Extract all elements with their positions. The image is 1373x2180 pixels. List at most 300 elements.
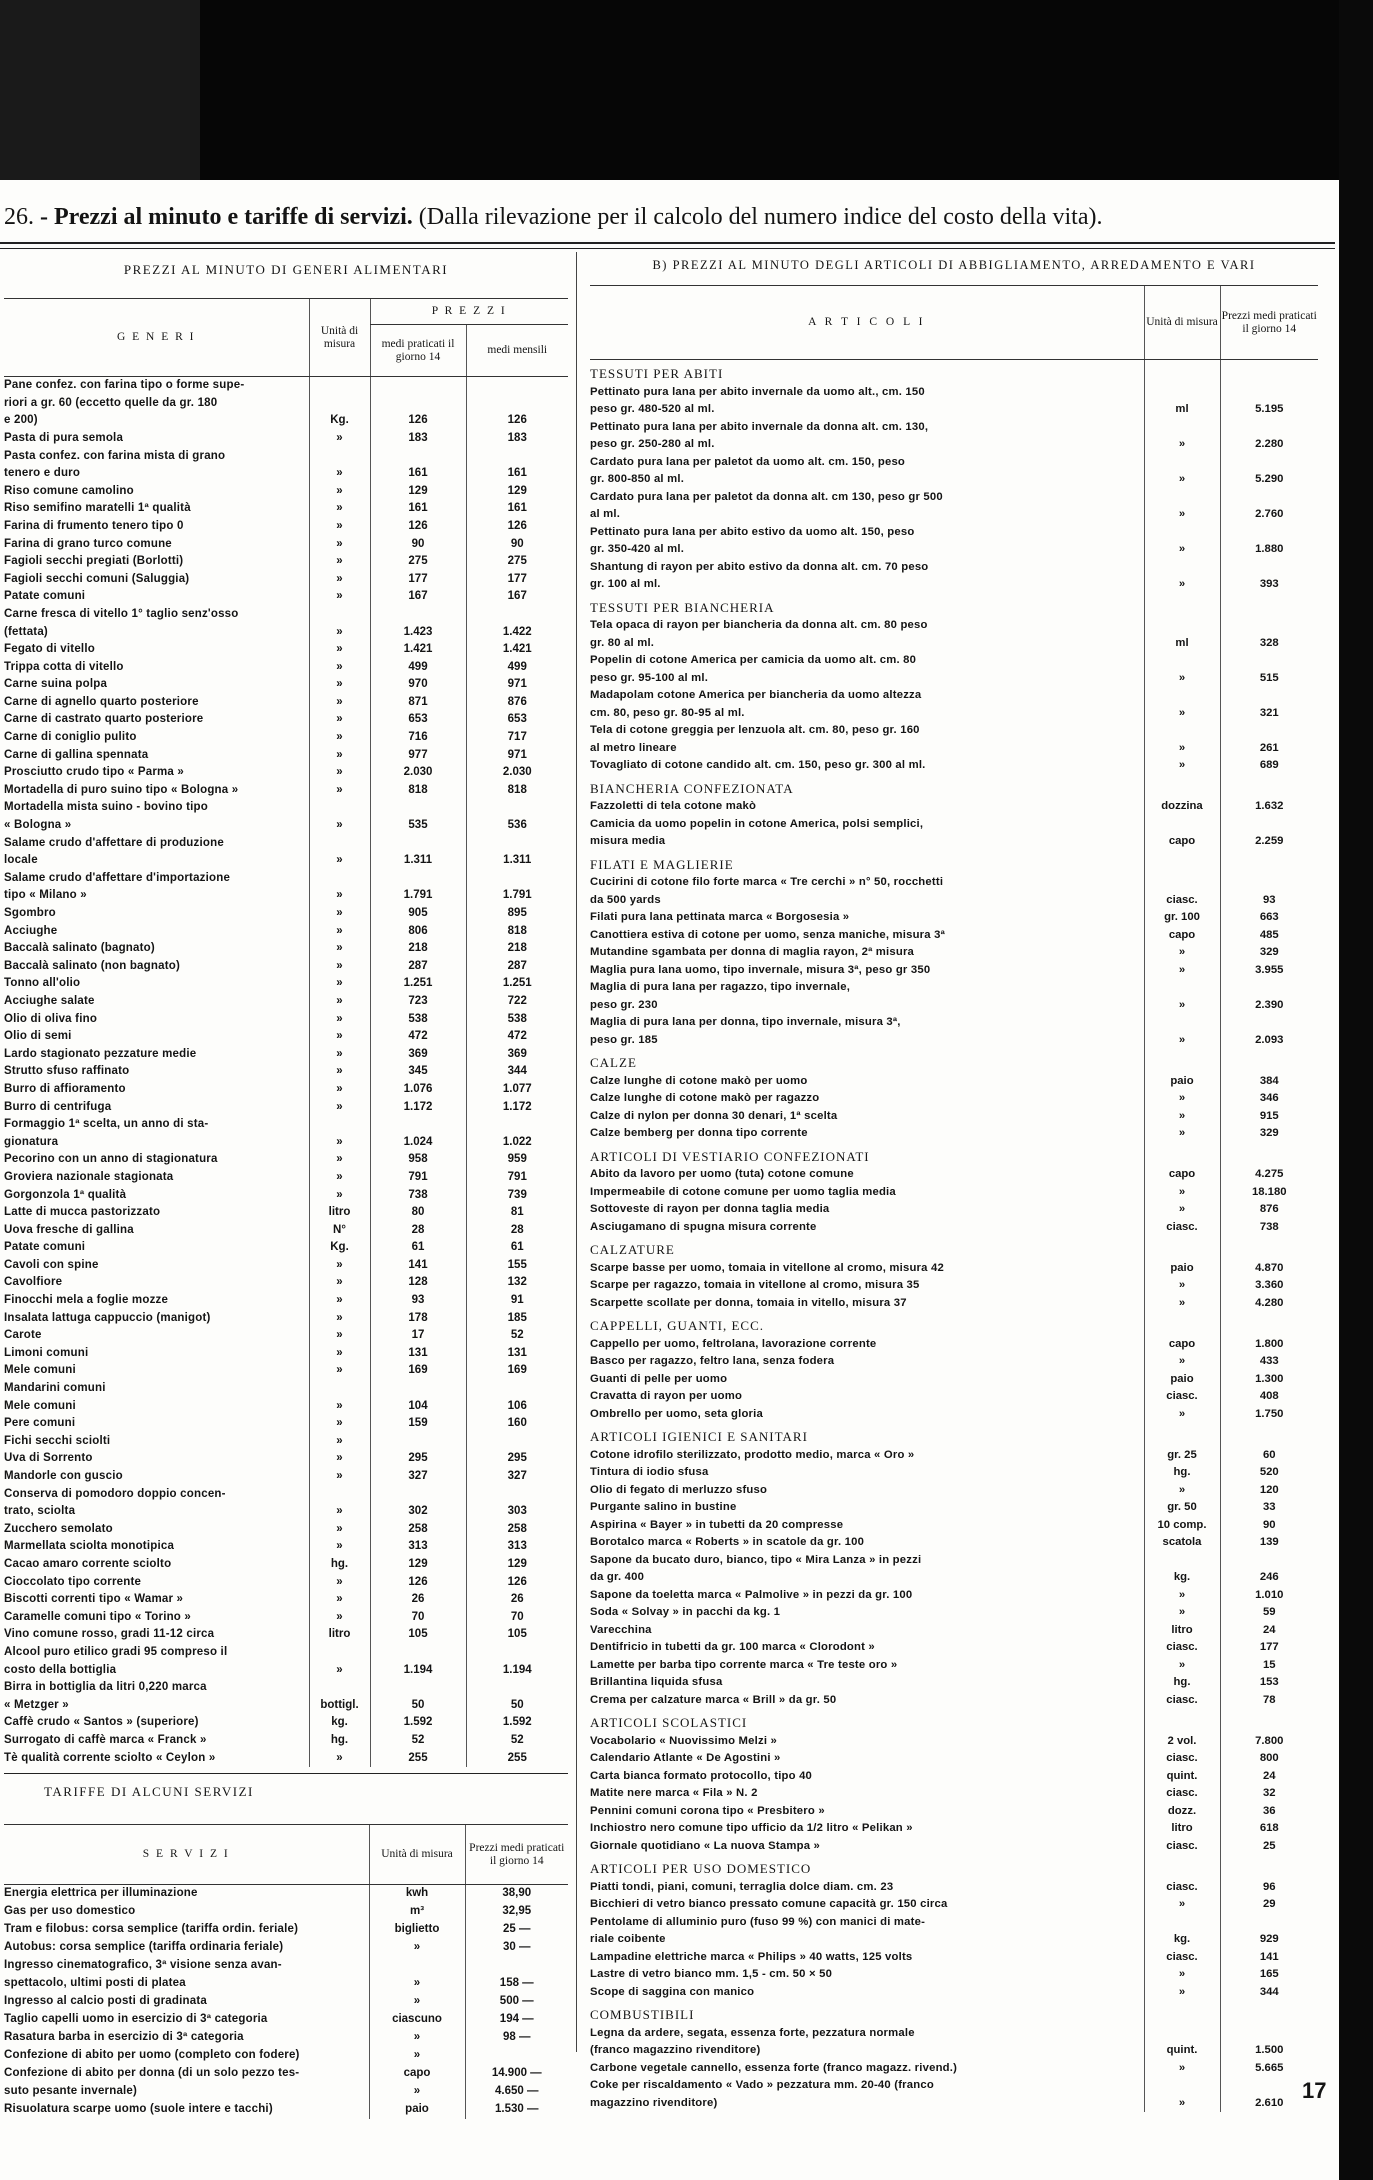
food-unit: hg. (309, 1732, 370, 1750)
food-unit: » (309, 430, 370, 448)
food-price-day: 178 (370, 1310, 466, 1328)
food-price-month: 61 (466, 1239, 568, 1257)
article-unit: gr. 25 (1144, 1447, 1220, 1465)
food-label: Prosciutto crudo tipo « Parma » (4, 766, 185, 779)
article-row (590, 1879, 1318, 1897)
food-row (4, 852, 568, 870)
column-divider (576, 252, 577, 2052)
article-label: Calze lunghe di cotone makò per ragazzo (590, 1092, 820, 1104)
food-unit: » (309, 1310, 370, 1328)
food-row (4, 659, 568, 677)
article-row (590, 722, 1318, 740)
category-heading: ARTICOLI SCOLASTICI (590, 1715, 748, 1730)
article-unit (1144, 524, 1220, 542)
food-row (4, 975, 568, 993)
article-row (590, 944, 1318, 962)
article-price: 15 (1220, 1657, 1318, 1675)
article-label: peso gr. 95-100 al ml. (590, 671, 709, 684)
category-price-empty (1220, 1709, 1318, 1733)
food-price-month: 129 (466, 1556, 568, 1574)
food-row (4, 1099, 568, 1117)
food-row (4, 1433, 568, 1451)
article-label: Lamette per barba tipo corrente marca « Tre teste oro » (590, 1658, 898, 1671)
food-price-month: 1.592 (466, 1714, 568, 1732)
article-label: Calze bemberg per donna tipo corrente (590, 1127, 808, 1139)
food-unit: » (309, 1046, 370, 1064)
article-unit: » (1144, 944, 1220, 962)
article-price: 408 (1220, 1388, 1318, 1406)
food-label: Caffè crudo « Santos » (superiore) (4, 1716, 199, 1729)
article-label: gr. 800-850 al ml. (590, 473, 685, 485)
food-row (4, 1028, 568, 1046)
service-price: 30 — (465, 1939, 568, 1957)
food-price-day: 295 (370, 1450, 466, 1468)
article-row (590, 1482, 1318, 1500)
food-price-month: 155 (466, 1257, 568, 1275)
article-row (590, 1499, 1318, 1517)
article-price: 32 (1220, 1785, 1318, 1803)
food-row (4, 377, 568, 395)
article-price: 165 (1220, 1966, 1318, 1984)
food-price-day: 105 (370, 1626, 466, 1644)
service-label: Confezione di abito per donna (di un solo pezzo tes- (4, 2067, 300, 2080)
food-prices-section (4, 252, 568, 2119)
food-row (4, 1538, 568, 1556)
food-label: Patate comuni (4, 590, 86, 603)
food-price-day: 716 (370, 729, 466, 747)
article-row (590, 1914, 1318, 1932)
article-row (590, 1295, 1318, 1313)
article-price (1220, 1552, 1318, 1570)
food-price-day: 141 (370, 1257, 466, 1275)
food-price-month (466, 606, 568, 624)
category-heading: CALZE (590, 1055, 637, 1070)
heading-number: 26. (4, 204, 34, 230)
food-row (4, 729, 568, 747)
food-price-month: 126 (466, 412, 568, 430)
article-price (1220, 816, 1318, 834)
article-label: Canottiera estiva di cotone per uomo, senza maniche, misura 3ª (590, 928, 945, 941)
food-price-day: 1.311 (370, 852, 466, 870)
food-price-day: 977 (370, 747, 466, 765)
article-label: Aspirina « Bayer » in tubetti da 20 compresse (590, 1518, 844, 1531)
food-label: trato, sciolta (4, 1505, 76, 1518)
article-price: 5.195 (1220, 401, 1318, 419)
food-price-month: 90 (466, 536, 568, 554)
food-row (4, 1644, 568, 1662)
category-unit-empty (1144, 1049, 1220, 1073)
food-price-day (370, 799, 466, 817)
article-price: 876 (1220, 1201, 1318, 1219)
heading-rule (0, 242, 1335, 244)
article-row (590, 705, 1318, 723)
article-unit: capo (1144, 833, 1220, 851)
food-price-day: 535 (370, 817, 466, 835)
article-row (590, 471, 1318, 489)
article-row (590, 2042, 1318, 2060)
document-page (0, 180, 1339, 2180)
food-unit: » (309, 1433, 370, 1451)
category-row (590, 1423, 1318, 1447)
food-price-day: 1.592 (370, 1714, 466, 1732)
service-price: 38,90 (465, 1885, 568, 1904)
article-row (590, 559, 1318, 577)
category-unit-empty (1144, 1709, 1220, 1733)
food-label: Marmellata sciolta monotipica (4, 1540, 175, 1553)
food-row (4, 676, 568, 694)
food-price-month: 1.422 (466, 624, 568, 642)
category-price-empty (1220, 775, 1318, 799)
food-price-day: 905 (370, 905, 466, 923)
article-label: Carbone vegetale cannello, essenza forte (franco magazz. rivend.) (590, 2061, 958, 2074)
food-row (4, 1187, 568, 1205)
article-label: gr. 100 al ml. (590, 578, 661, 590)
article-row (590, 979, 1318, 997)
food-label: e 200) (4, 414, 38, 427)
article-price: 328 (1220, 635, 1318, 653)
food-unit: » (309, 905, 370, 923)
food-price-day (370, 870, 466, 888)
category-unit-empty (1144, 2001, 1220, 2025)
food-price-day (370, 1679, 466, 1697)
food-unit: Kg. (309, 1239, 370, 1257)
food-unit: » (309, 641, 370, 659)
article-row (590, 1464, 1318, 1482)
article-label: Scarpe per ragazzo, tomaia in vitellone al cromo, misura 35 (590, 1279, 920, 1291)
article-unit: paio (1144, 1260, 1220, 1278)
food-price-day: 1.172 (370, 1099, 466, 1117)
food-price-day: 1.076 (370, 1081, 466, 1099)
food-price-month: 161 (466, 500, 568, 518)
food-price-day: 345 (370, 1063, 466, 1081)
article-price: 246 (1220, 1569, 1318, 1587)
col-header-prezzi: P R E Z Z I (370, 299, 568, 325)
article-price: 321 (1220, 705, 1318, 723)
food-price-month: 717 (466, 729, 568, 747)
food-unit: » (309, 1468, 370, 1486)
food-price-day: 28 (370, 1222, 466, 1240)
article-label: Pettinato pura lana per abito invernale da donna alt. cm. 130, (590, 420, 929, 433)
article-row (590, 1692, 1318, 1710)
food-row (4, 1450, 568, 1468)
food-price-month: 2.030 (466, 764, 568, 782)
food-row (4, 588, 568, 606)
article-unit: » (1144, 1125, 1220, 1143)
article-unit: hg. (1144, 1674, 1220, 1692)
category-heading: TESSUTI PER BIANCHERIA (590, 599, 775, 615)
article-price: 153 (1220, 1674, 1318, 1692)
article-unit (1144, 2025, 1220, 2043)
article-unit: » (1144, 962, 1220, 980)
article-label: peso gr. 185 (590, 1033, 658, 1046)
article-row (590, 436, 1318, 454)
food-label: Farina di grano turco comune (4, 537, 172, 550)
article-label: Cappello per uomo, feltrolana, lavorazione corrente (590, 1337, 877, 1350)
food-unit: » (309, 483, 370, 501)
article-unit (1144, 559, 1220, 577)
food-price-month: 126 (466, 1574, 568, 1592)
food-price-day: 61 (370, 1239, 466, 1257)
food-unit: » (309, 1169, 370, 1187)
food-row (4, 1362, 568, 1380)
col-header-articoli: A R T I C O L I (590, 286, 1144, 360)
article-unit: paio (1144, 1371, 1220, 1389)
article-unit: » (1144, 1184, 1220, 1202)
article-label: Maglia pura lana uomo, tipo invernale, misura 3ª, peso gr 350 (590, 963, 931, 976)
food-label: Cavolfiore (4, 1276, 63, 1289)
article-unit: » (1144, 2095, 1220, 2113)
food-label: Pane confez. con farina tipo o forme supe- (4, 379, 245, 392)
food-unit: » (309, 729, 370, 747)
food-label: Conserva di pomodoro doppio concen- (4, 1487, 226, 1500)
food-row (4, 1134, 568, 1152)
article-label: Cardato pura lana per paletot da uomo alt. cm. 150, peso (590, 455, 906, 468)
food-price-month (466, 448, 568, 466)
article-label: Calze lunghe di cotone makò per uomo (590, 1074, 808, 1087)
food-price-day: 126 (370, 518, 466, 536)
article-label: Sapone da bucato duro, bianco, tipo « Mira Lanza » in pezzi (590, 1553, 922, 1566)
food-label: Carne fresca di vitello 1° taglio senz'osso (4, 607, 239, 620)
article-price: 24 (1220, 1768, 1318, 1786)
service-label: Taglio capelli uomo in esercizio di 3ª categoria (4, 2013, 268, 2026)
food-price-month: 538 (466, 1011, 568, 1029)
article-label: Borotalco marca « Roberts » in scatole da gr. 100 (590, 1536, 865, 1548)
article-price: 4.870 (1220, 1260, 1318, 1278)
food-price-month (466, 1433, 568, 1451)
article-price: 120 (1220, 1482, 1318, 1500)
food-unit (309, 799, 370, 817)
service-row (4, 1957, 568, 1975)
scan-border-right (1339, 0, 1373, 2180)
food-label: Pasta confez. con farina mista di grano (4, 449, 226, 462)
col-header-medi-praticati: medi praticati il giorno 14 (370, 325, 466, 377)
article-unit: ciasc. (1144, 1949, 1220, 1967)
food-unit: » (309, 1345, 370, 1363)
food-row (4, 940, 568, 958)
article-label: Scope di saggina con manico (590, 1985, 755, 1998)
service-label: suto pesante invernale) (4, 2085, 138, 2098)
food-label: (fettata) (4, 625, 48, 638)
article-row (590, 1353, 1318, 1371)
article-label: magazzino rivenditore) (590, 2096, 718, 2109)
service-price (465, 1957, 568, 1975)
article-price: 177 (1220, 1639, 1318, 1657)
food-price-day: 1.791 (370, 887, 466, 905)
food-price-day: 50 (370, 1697, 466, 1715)
food-row (4, 923, 568, 941)
article-unit (1144, 2077, 1220, 2095)
service-price: 32,95 (465, 1903, 568, 1921)
food-unit: » (309, 887, 370, 905)
article-price: 1.300 (1220, 1371, 1318, 1389)
article-label: peso gr. 250-280 al ml. (590, 438, 715, 450)
article-price: 4.275 (1220, 1166, 1318, 1184)
article-unit: » (1144, 576, 1220, 594)
food-label: Formaggio 1ª scelta, un anno di sta- (4, 1118, 209, 1131)
category-row (590, 594, 1318, 618)
article-unit: » (1144, 1966, 1220, 1984)
category-row (590, 1049, 1318, 1073)
article-label: Cardato pura lana per paletot da donna alt. cm 130, peso gr 500 (590, 490, 943, 503)
food-section-title: PREZZI AL MINUTO DI GENERI ALIMENTARI (123, 262, 449, 277)
category-heading: CAPPELLI, GUANTI, ECC. (590, 1318, 765, 1333)
article-price: 1.880 (1220, 541, 1318, 559)
food-row (4, 782, 568, 800)
food-price-day: 369 (370, 1046, 466, 1064)
article-row (590, 1785, 1318, 1803)
food-price-day: 218 (370, 940, 466, 958)
article-price: 384 (1220, 1073, 1318, 1091)
services-section-title: TARIFFE DI ALCUNI SERVIZI (44, 1784, 254, 1800)
food-label: locale (4, 854, 38, 867)
food-price-day: 126 (370, 1574, 466, 1592)
article-label: Madapolam cotone America per biancheria da uomo altezza (590, 689, 922, 701)
article-row (590, 1931, 1318, 1949)
food-label: Tonno all'olio (4, 977, 81, 990)
food-row (4, 747, 568, 765)
food-price-month: 959 (466, 1151, 568, 1169)
food-unit: » (309, 553, 370, 571)
food-label: Uova fresche di gallina (4, 1223, 134, 1236)
food-unit: » (309, 1063, 370, 1081)
food-unit: » (309, 1151, 370, 1169)
food-price-month: 876 (466, 694, 568, 712)
food-label: « Metzger » (4, 1698, 69, 1711)
food-row (4, 1292, 568, 1310)
article-row (590, 1639, 1318, 1657)
food-price-day: 806 (370, 923, 466, 941)
category-row (590, 1312, 1318, 1336)
category-heading: BIANCHERIA CONFEZIONATA (590, 780, 794, 796)
service-price: 4.650 — (465, 2083, 568, 2101)
food-label: Mortadella mista suino - bovino tipo (4, 801, 208, 814)
category-price-empty (1220, 851, 1318, 875)
food-unit: » (309, 676, 370, 694)
food-unit (309, 1116, 370, 1134)
food-row (4, 1310, 568, 1328)
article-label: al ml. (590, 508, 621, 520)
food-price-day: 52 (370, 1732, 466, 1750)
food-price-month: 295 (466, 1450, 568, 1468)
article-label: Carta bianca formato protocollo, tipo 40 (590, 1769, 813, 1782)
food-unit: » (309, 1609, 370, 1627)
article-row (590, 1201, 1318, 1219)
food-label: Pasta di pura semola (4, 431, 124, 444)
article-label: Olio di fegato di merluzzo sfuso (590, 1483, 768, 1496)
food-price-month: 258 (466, 1521, 568, 1539)
article-unit: ciasc. (1144, 1388, 1220, 1406)
food-unit: » (309, 782, 370, 800)
category-unit-empty (1144, 1423, 1220, 1447)
article-price (1220, 617, 1318, 635)
food-label: Groviera nazionale stagionata (4, 1170, 174, 1183)
food-unit: N° (309, 1222, 370, 1240)
food-price-month (466, 1380, 568, 1398)
article-label: Inchiostro nero comune tipo ufficio da 1/2 litro « Pelikan » (590, 1822, 913, 1834)
food-unit: » (309, 571, 370, 589)
article-unit: » (1144, 1108, 1220, 1126)
food-price-month (466, 1644, 568, 1662)
article-row (590, 506, 1318, 524)
article-label: peso gr. 480-520 al ml. (590, 403, 715, 415)
food-price-day: 1.251 (370, 975, 466, 993)
category-heading: FILATI E MAGLIERIE (590, 856, 734, 872)
article-unit: » (1144, 1984, 1220, 2002)
food-row (4, 1204, 568, 1222)
article-unit: » (1144, 1482, 1220, 1500)
article-row (590, 874, 1318, 892)
food-price-month: 26 (466, 1591, 568, 1609)
food-price-day: 161 (370, 500, 466, 518)
article-unit (1144, 874, 1220, 892)
article-row (590, 1406, 1318, 1424)
category-row (590, 775, 1318, 799)
article-unit: capo (1144, 1336, 1220, 1354)
article-price: 663 (1220, 909, 1318, 927)
service-unit: » (369, 2029, 465, 2047)
service-row (4, 1903, 568, 1921)
article-price: 393 (1220, 576, 1318, 594)
service-row (4, 2011, 568, 2029)
service-row (4, 1939, 568, 1957)
article-unit: » (1144, 705, 1220, 723)
food-row (4, 993, 568, 1011)
article-price: 433 (1220, 1353, 1318, 1371)
article-row (590, 1768, 1318, 1786)
food-unit: » (309, 1362, 370, 1380)
article-price: 1.800 (1220, 1336, 1318, 1354)
food-price-day: 1.194 (370, 1662, 466, 1680)
article-row (590, 1733, 1318, 1751)
article-price: 929 (1220, 1931, 1318, 1949)
article-label: Varecchina (590, 1623, 652, 1636)
article-label: Ombrello per uomo, seta gloria (590, 1407, 763, 1420)
article-price (1220, 524, 1318, 542)
article-price: 2.390 (1220, 997, 1318, 1015)
service-unit (369, 1957, 465, 1975)
food-price-day (370, 1116, 466, 1134)
food-price-month: 81 (466, 1204, 568, 1222)
article-price (1220, 419, 1318, 437)
food-row (4, 1556, 568, 1574)
heading-rule-thin (0, 248, 1335, 249)
article-unit: litro (1144, 1622, 1220, 1640)
article-label: Lastre di vetro bianco mm. 1,5 - cm. 50 × 50 (590, 1968, 833, 1980)
food-unit: bottigl. (309, 1697, 370, 1715)
article-unit (1144, 617, 1220, 635)
article-label: (franco magazzino rivenditore) (590, 2044, 761, 2056)
category-row (590, 1143, 1318, 1167)
article-unit (1144, 816, 1220, 834)
article-label: Sapone da toeletta marca « Palmolive » in pezzi da gr. 100 (590, 1588, 913, 1601)
food-label: tipo « Milano » (4, 889, 87, 902)
food-row (4, 1732, 568, 1750)
category-price-empty (1220, 1423, 1318, 1447)
article-label: Giornale quotidiano « La nuova Stampa » (590, 1839, 821, 1852)
service-label: Ingresso cinematografico, 3ª visione senza avan- (4, 1959, 282, 1972)
article-label: Piatti tondi, piani, comuni, terraglia dolce diam. cm. 23 (590, 1880, 894, 1893)
food-label: Trippa cotta di vitello (4, 660, 124, 673)
article-price (1220, 652, 1318, 670)
food-price-month: 1.022 (466, 1134, 568, 1152)
food-label: Carne di agnello quarto posteriore (4, 695, 199, 708)
food-price-month: 499 (466, 659, 568, 677)
food-label: Tè qualità corrente sciolto « Ceylon » (4, 1751, 216, 1764)
article-unit (1144, 1552, 1220, 1570)
article-price: 2.760 (1220, 506, 1318, 524)
article-row (590, 524, 1318, 542)
food-row (4, 1679, 568, 1697)
